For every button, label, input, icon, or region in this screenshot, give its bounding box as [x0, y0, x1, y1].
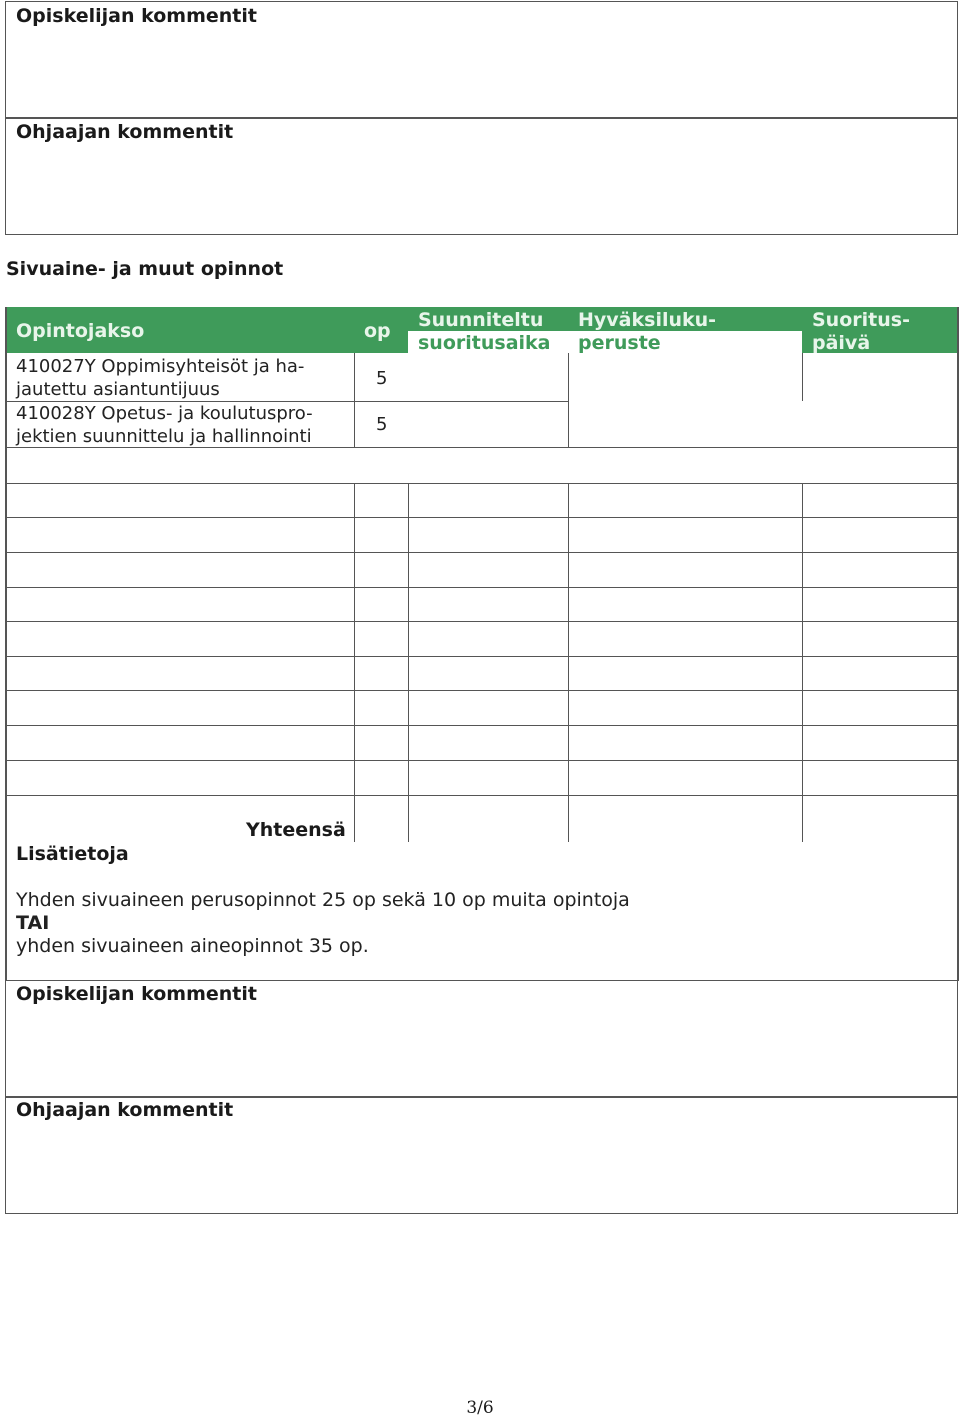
header-approval-line2: peruste: [578, 332, 661, 354]
hline-r7: [5, 621, 958, 622]
header-completion-line2: päivä: [812, 332, 871, 354]
vline-left: [5, 307, 7, 843]
vline-planned: [408, 483, 409, 842]
info-vline-right: [957, 795, 959, 981]
table-row-2-name-line1: 410028Y Opetus- ja koulutuspro-: [16, 403, 313, 424]
vline-completion-b: [802, 483, 803, 842]
bottom-supervisor-comments-box[interactable]: [5, 1096, 958, 1214]
table-row-1-name-line1: 410027Y Oppimisyhteisöt ja ha-: [16, 356, 305, 377]
top-supervisor-comments-label: Ohjaajan kommentit: [16, 121, 234, 143]
vline-approval-a: [568, 353, 569, 448]
header-credits: op: [364, 320, 391, 342]
vline-right: [957, 307, 959, 843]
top-student-comments-label: Opiskelijan kommentit: [16, 5, 257, 27]
hline-r11: [5, 760, 958, 761]
total-label: Yhteensä: [246, 819, 346, 841]
vline-credits-b: [354, 483, 355, 842]
hline-r12: [5, 795, 958, 796]
info-line1: Yhden sivuaineen perusopinnot 25 op sekä 10 op muita opintoja: [16, 889, 630, 911]
info-label: Lisätietoja: [16, 843, 129, 865]
vline-approval-b: [568, 483, 569, 842]
bottom-supervisor-comments-label: Ohjaajan kommentit: [16, 1099, 234, 1121]
hline-r5: [5, 552, 958, 553]
table-row-1-name-line2: jautettu asiantuntijuus: [16, 379, 220, 400]
vline-completion-a: [802, 353, 803, 401]
header-planned-line2: suoritusaika: [418, 332, 551, 354]
hline-r8: [5, 656, 958, 657]
table-row-2-name-line2: jektien suunnittelu ja hallinnointi: [16, 426, 312, 447]
table-row-2-credits: 5: [376, 414, 388, 435]
header-approval-line1: Hyväksiluku-: [578, 309, 717, 331]
hline-r6: [5, 587, 958, 588]
section-title: Sivuaine- ja muut opinnot: [6, 258, 284, 280]
hline-r9: [5, 690, 958, 691]
table-row-1-credits: 5: [376, 368, 388, 389]
hline-r4: [5, 517, 958, 518]
hline-r10: [5, 725, 958, 726]
bottom-student-comments-box[interactable]: [5, 980, 958, 1098]
top-supervisor-comments-box[interactable]: [5, 117, 958, 235]
hline-r3: [5, 483, 958, 484]
header-course: Opintojakso: [16, 320, 145, 342]
info-line3: yhden sivuaineen aineopinnot 35 op.: [16, 935, 369, 957]
top-student-comments-box[interactable]: [5, 1, 958, 119]
page-number: 3/6: [466, 1398, 494, 1418]
info-line2: TAI: [16, 912, 50, 934]
bottom-student-comments-label: Opiskelijan kommentit: [16, 983, 257, 1005]
header-completion-line1: Suoritus-: [812, 309, 910, 331]
info-vline-left: [5, 795, 7, 981]
header-planned-line1: Suunniteltu: [418, 309, 544, 331]
